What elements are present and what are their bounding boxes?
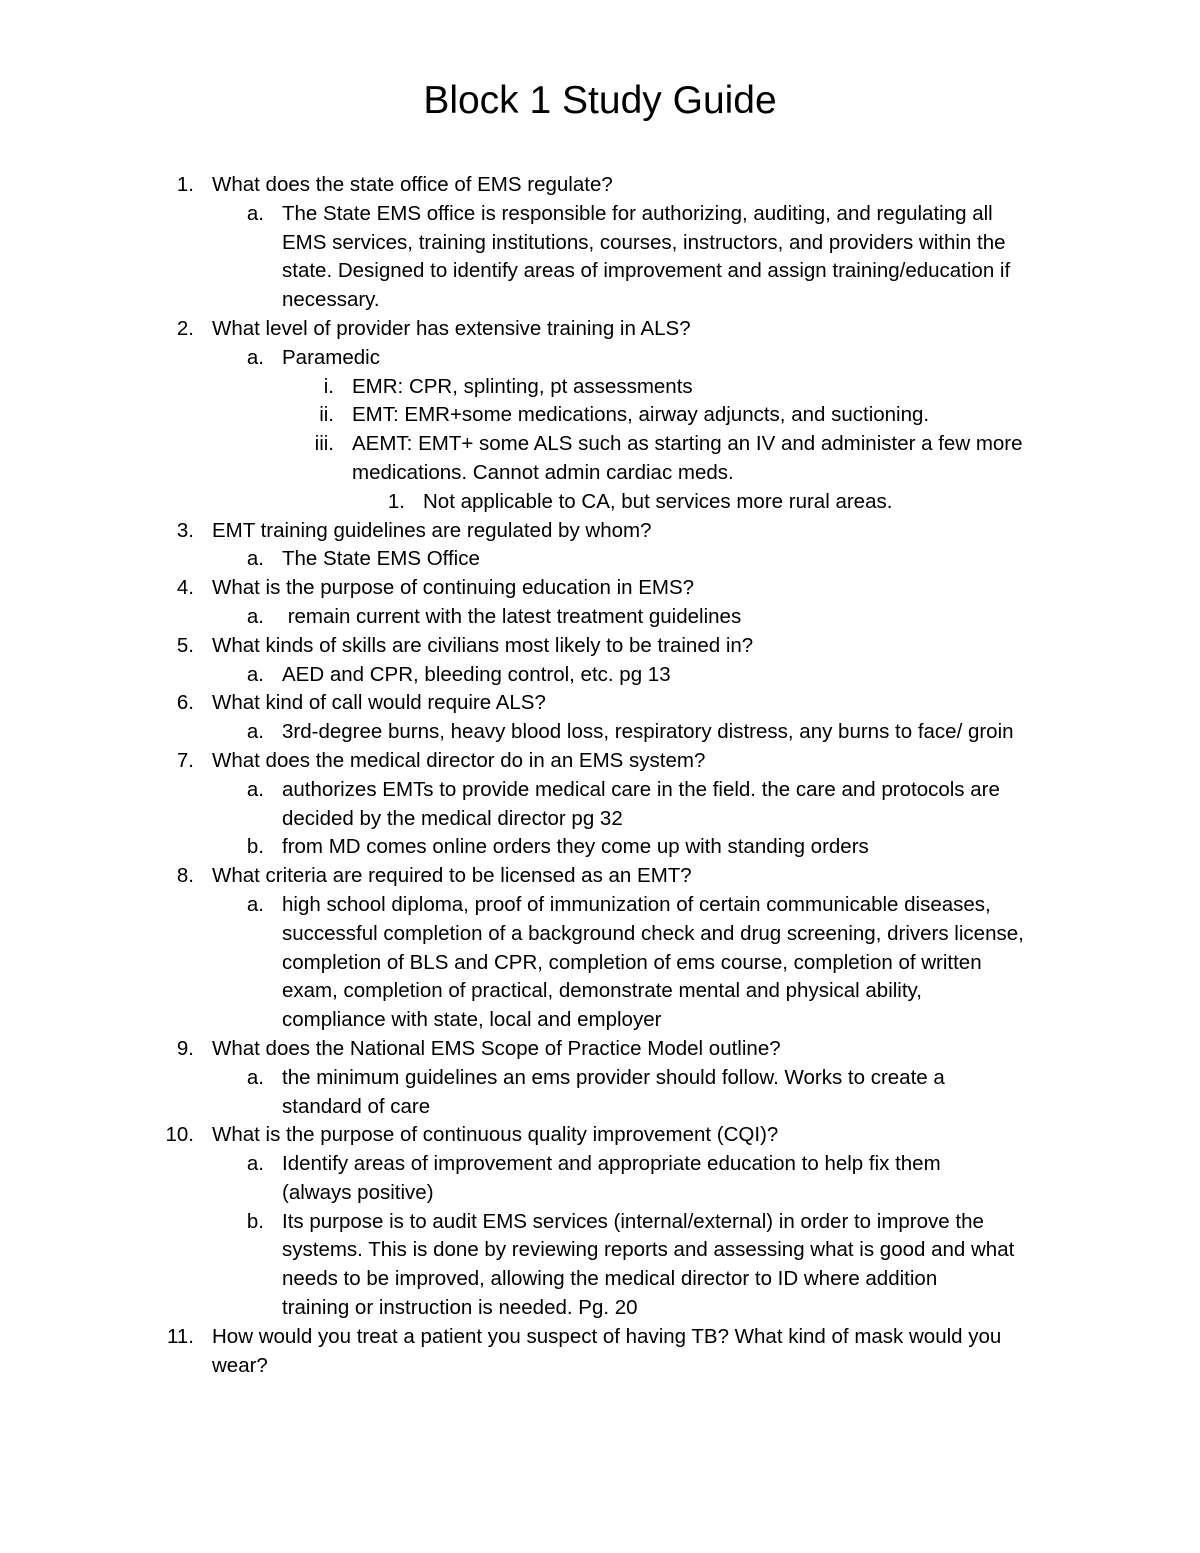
- question-text: What kind of call would require ALS?: [212, 691, 546, 715]
- answer-text: compliance with state, local and employer: [282, 1008, 662, 1032]
- answer-text: EMR: CPR, splinting, pt assessments: [352, 374, 693, 398]
- answer-text: systems. This is done by reviewing reports and assessing what is good and what: [282, 1238, 1015, 1262]
- list-marker: 5.: [176, 633, 194, 657]
- answer-text: exam, completion of practical, demonstrate mental and physical ability,: [282, 979, 922, 1003]
- answer-text: standard of care: [282, 1094, 431, 1118]
- answer-text: AEMT: EMT+ some ALS such as starting an IV and administer a few more: [352, 432, 1023, 456]
- list-item: [0, 488, 1200, 517]
- list-marker: a.: [246, 547, 264, 571]
- list-item: [0, 603, 1200, 632]
- list-item: [0, 776, 1200, 805]
- list-marker: 2.: [176, 316, 194, 340]
- list-marker: a.: [246, 662, 264, 686]
- list-marker: 9.: [176, 1036, 194, 1060]
- list-item-continuation: [0, 805, 1200, 834]
- answer-text: AED and CPR, bleeding control, etc. pg 13: [282, 662, 671, 686]
- list-marker: 7.: [176, 748, 194, 772]
- answer-text: authorizes EMTs to provide medical care in the field. the care and protocols are: [282, 777, 1000, 801]
- answer-text: medications. Cannot admin cardiac meds.: [352, 460, 734, 484]
- list-item-continuation: [0, 920, 1200, 949]
- list-item: [0, 373, 1200, 402]
- list-marker: 1.: [387, 489, 405, 513]
- list-item-continuation: [0, 977, 1200, 1006]
- list-marker: a.: [246, 201, 264, 225]
- list-item: [0, 171, 1200, 200]
- list-item: [0, 718, 1200, 747]
- list-item-continuation: [0, 1006, 1200, 1035]
- list-item: [0, 200, 1200, 229]
- answer-text: successful completion of a background check and drug screening, drivers license,: [282, 921, 1024, 945]
- list-item-continuation: [0, 1236, 1200, 1265]
- list-marker: 3.: [176, 518, 194, 542]
- list-marker: a.: [246, 777, 264, 801]
- answer-text: needs to be improved, allowing the medical director to ID where addition: [282, 1267, 938, 1291]
- list-marker: ii.: [319, 403, 334, 427]
- list-item: [0, 1035, 1200, 1064]
- answer-text: completion of BLS and CPR, completion of ems course, completion of written: [282, 950, 982, 974]
- list-marker: a.: [246, 720, 264, 744]
- list-marker: a.: [246, 1152, 264, 1176]
- list-item: [0, 401, 1200, 430]
- list-item: [0, 632, 1200, 661]
- answer-text: (always positive): [282, 1180, 434, 1204]
- list-marker: 11.: [167, 1324, 194, 1348]
- list-marker: i.: [323, 374, 334, 398]
- list-marker: a.: [246, 892, 264, 916]
- list-item: [0, 574, 1200, 603]
- question-text: What does the state office of EMS regulate?: [212, 173, 613, 196]
- answer-text: The State EMS office is responsible for authorizing, auditing, and regulating all: [282, 201, 993, 225]
- list-marker: 4.: [176, 576, 194, 600]
- answer-text: 3rd-degree burns, heavy blood loss, respiratory distress, any burns to face/ groin: [282, 720, 1014, 744]
- list-item-continuation: [0, 229, 1200, 258]
- list-item: [0, 545, 1200, 574]
- question-text: What kinds of skills are civilians most likely to be trained in?: [212, 633, 754, 657]
- answer-text: the minimum guidelines an ems provider should follow. Works to create a: [282, 1065, 945, 1089]
- list-marker: a.: [246, 1065, 264, 1089]
- question-text: What does the medical director do in an EMS system?: [212, 748, 706, 772]
- list-item-continuation: [0, 1265, 1200, 1294]
- list-item: [0, 833, 1200, 862]
- list-item: [0, 747, 1200, 776]
- list-marker: a.: [246, 604, 264, 628]
- list-marker: 8.: [176, 864, 194, 888]
- answer-text: Identify areas of improvement and appropriate education to help fix them: [282, 1152, 941, 1176]
- list-item-continuation: [0, 286, 1200, 315]
- answer-text: necessary.: [282, 288, 380, 312]
- list-item: [0, 517, 1200, 546]
- list-marker: 10.: [165, 1123, 194, 1147]
- answer-text: Not applicable to CA, but services more rural areas.: [423, 489, 893, 513]
- list-item: [0, 689, 1200, 718]
- study-guide-list: [0, 171, 1200, 1380]
- list-marker: 1.: [176, 173, 194, 196]
- list-item-continuation: [0, 459, 1200, 488]
- answer-text: Its purpose is to audit EMS services (internal/external) in order to improve the: [282, 1209, 984, 1233]
- list-item: [0, 661, 1200, 690]
- list-item-continuation: [0, 1294, 1200, 1323]
- list-item-continuation: [0, 1352, 1200, 1381]
- answer-text: The State EMS Office: [282, 547, 480, 571]
- answer-text: high school diploma, proof of immunization of certain communicable diseases,: [282, 892, 991, 916]
- list-marker: a.: [246, 345, 264, 369]
- answer-text: EMT: EMR+some medications, airway adjuncts, and suctioning.: [352, 403, 930, 427]
- list-item-continuation: [0, 1179, 1200, 1208]
- list-item: [0, 430, 1200, 459]
- question-text: How would you treat a patient you suspect of having TB? What kind of mask would you: [212, 1324, 1002, 1348]
- list-item: [0, 891, 1200, 920]
- list-item: [0, 862, 1200, 891]
- list-marker: 6.: [176, 691, 194, 715]
- list-item: [0, 315, 1200, 344]
- question-text: What is the purpose of continuing education in EMS?: [212, 576, 695, 600]
- answer-text: training or instruction is needed. Pg. 20: [282, 1296, 638, 1320]
- question-text: What criteria are required to be licensed as an EMT?: [212, 864, 692, 888]
- question-text: What level of provider has extensive training in ALS?: [212, 316, 691, 340]
- list-item-continuation: [0, 1093, 1200, 1122]
- list-item: [0, 1208, 1200, 1237]
- answer-text: decided by the medical director pg 32: [282, 806, 623, 830]
- list-marker: iii.: [314, 432, 334, 456]
- question-text: EMT training guidelines are regulated by whom?: [212, 518, 652, 542]
- list-marker: b.: [246, 1209, 264, 1233]
- list-item: [0, 1150, 1200, 1179]
- page-title: Block 1 Study Guide: [423, 79, 777, 122]
- list-item: [0, 1121, 1200, 1150]
- question-text: What does the National EMS Scope of Practice Model outline?: [212, 1036, 781, 1060]
- list-item-continuation: [0, 257, 1200, 286]
- answer-text: EMS services, training institutions, courses, instructors, and providers within the: [282, 230, 1006, 254]
- answer-text: state. Designed to identify areas of improvement and assign training/education if: [282, 259, 1011, 283]
- answer-text: from MD comes online orders they come up with standing orders: [282, 835, 869, 859]
- answer-text: Paramedic: [282, 345, 380, 369]
- list-marker: b.: [246, 835, 264, 859]
- list-item: [0, 1064, 1200, 1093]
- answer-text: remain current with the latest treatment guidelines: [282, 604, 742, 628]
- list-item-continuation: [0, 949, 1200, 978]
- question-text: wear?: [212, 1353, 268, 1377]
- question-text: What is the purpose of continuous quality improvement (CQI)?: [212, 1123, 779, 1147]
- list-item: [0, 1323, 1200, 1352]
- list-item: [0, 344, 1200, 373]
